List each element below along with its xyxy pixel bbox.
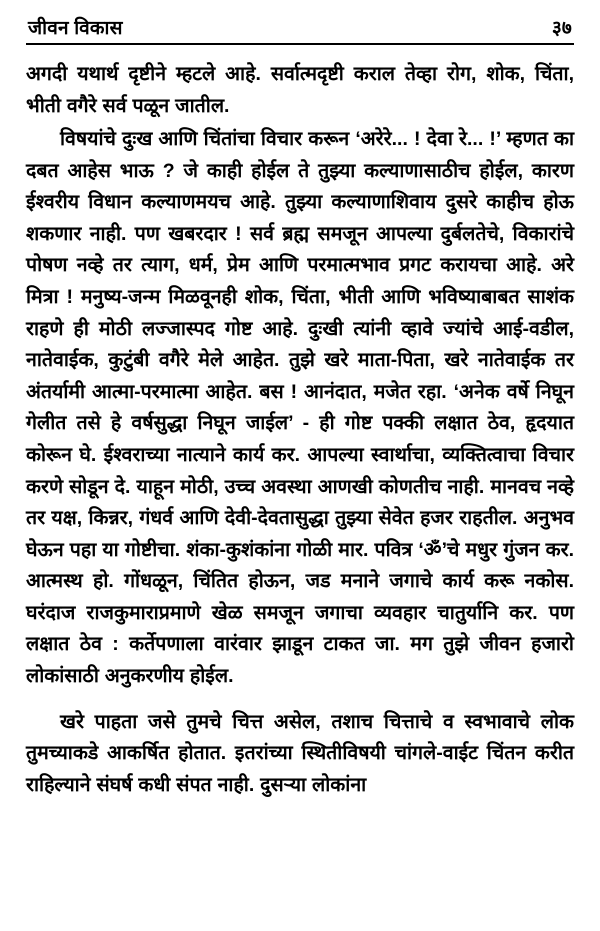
page-body <box>26 59 574 801</box>
page-number: ३७ <box>551 18 572 39</box>
header-divider <box>26 43 574 45</box>
book-title: जीवन विकास <box>28 18 123 39</box>
paragraph: अगदी यथार्थ दृष्टीने म्हटले आहे. सर्वात्मदृष्टी कराल तेव्हा रोग, शोक, चिंता, भीती वगैरे सर्व पळून जातील. <box>26 63 574 117</box>
paragraph: खरे पाहता जसे तुमचे चित्त असेल, तशाच चित्ताचे व स्वभावाचे लोक तुमच्याकडे आकर्षित होतात. इतरांच्या स्थितीविषयी चांगले-वाईट चिंतन करीत राहिल्याने संघर्ष कधी संपत नाही. दुसऱ्या लोकांना <box>26 710 574 796</box>
page-header <box>26 14 574 43</box>
paragraph: विषयांचे दुःख आणि चिंतांचा विचार करून ‘अरेरे... ! देवा रे... !’ म्हणत का दबत आहेस भाऊ ? जे काही होईल ते तुझ्या कल्याणासाठीच होईल, कारण ईश्वरीय विधान कल्याणमयच आहे. तुझ्या कल्याणाशिवाय दुसरे काहीच होऊ शकणार नाही. पण खबरदार ! सर्व ब्रह्म समजून आपल्या दुर्बलतेचे, विकारांचे पोषण नव्हे तर त्याग, धर्म, प्रेम आणि परमात्मभाव प्रगट करायचा आहे. अरे मित्रा ! मनुष्य-जन्म मिळवूनही शोक, चिंता, भीती आणि भविष्याबाबत साशंक राहणे ही मोठी लज्जास्पद गोष्ट आहे. दुःखी त्यांनी व्हावे ज्यांचे आई-वडील, नातेवाईक, कुटुंबी वगैरे मेले आहेत. तुझे खरे माता-पिता, खरे नातेवाईक तर अंतर्यामी आत्मा-परमात्मा आहेत. बस ! आनंदात, मजेत रहा. ‘अनेक वर्षे निघून गेलीत तसे हे वर्षसुद्धा निघून जाईल’ - ही गोष्ट पक्की लक्षात ठेव, हृदयात कोरून घे. ईश्वराच्या नात्याने कार्य कर. आपल्या स्वार्थाचा, व्यक्तित्वाचा विचार करणे सोडून दे. याहून मोठी, उच्च अवस्था आणखी कोणतीच नाही. मानवच नव्हे तर यक्ष, किन्नर, गंधर्व आणि देवी-देवतासुद्धा तुझ्या सेवेत हजर राहतील. अनुभव घेऊन पहा या गोष्टीचा. शंका-कुशंकांना गोळी मार. पवित्र ‘ॐ’चे मधुर गुंजन कर. आत्मस्थ हो. गोंधळून, चिंतित होऊन, जड मनाने जगाचे कार्य करू नकोस. घरंदाज राजकुमाराप्रमाणे खेळ समजून जगाचा व्यवहार चातुर्यानि कर. पण लक्षात ठेव : कर्तेपणाला वारंवार झाडून टाकत जा. मग तुझे जीवन हजारो लोकांसाठी अनुकरणीय होईल. <box>26 128 574 687</box>
